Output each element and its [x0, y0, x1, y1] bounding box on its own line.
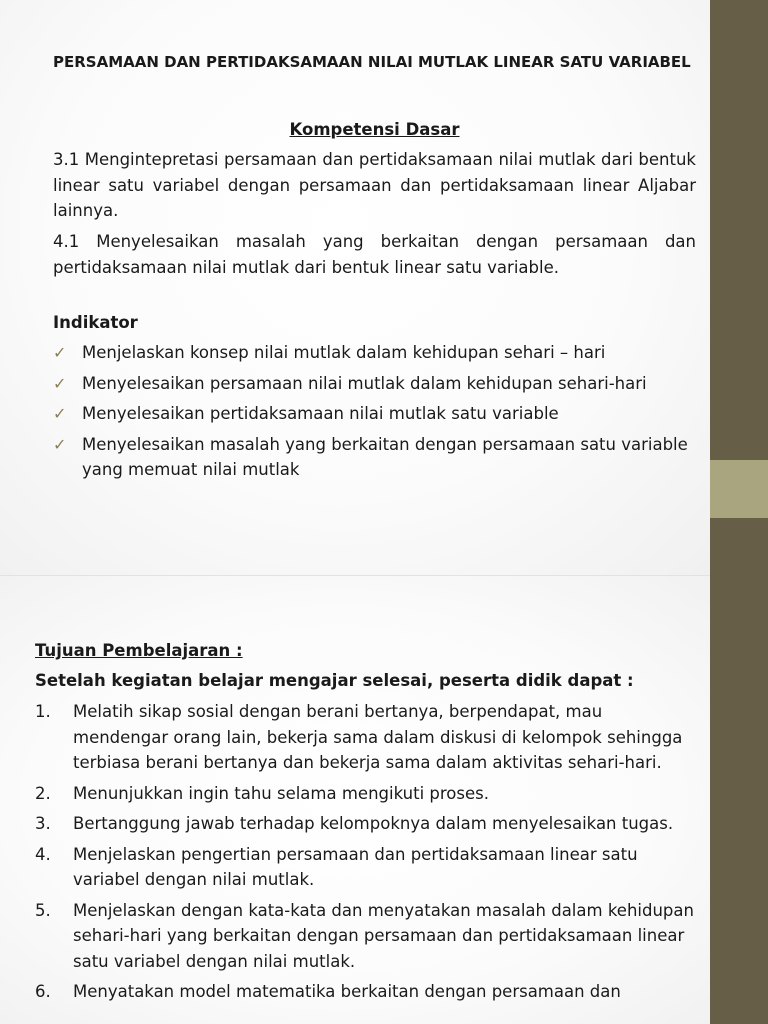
tujuan-pembelajaran-heading: Tujuan Pembelajaran : [35, 641, 243, 660]
objective-number: 4. [35, 844, 51, 864]
objective-item [35, 781, 700, 807]
kompetensi-dasar-heading: Kompetensi Dasar [289, 120, 460, 139]
objective-text: Menjelaskan dengan kata-kata dan menyatakan masalah dalam kehidupan sehari-hari yang berkaitan dengan persamaan dan pertidaksamaan linear satu variabel dengan nilai mutlak. [73, 900, 694, 971]
objective-text: Menunjukkan ingin tahu selama mengikuti proses. [73, 783, 489, 803]
objective-number: 3. [35, 814, 51, 833]
objective-number: 2. [35, 783, 51, 803]
objective-text: Melatih sikap sosial dengan berani bertanya, berpendapat, mau mendengar orang lain, bekerja sama dalam diskusi di kelompok sehingga terbiasa berani bertanya dan bekerja sama dalam aktivitas sehari-hari. [73, 702, 683, 772]
indikator-item [53, 401, 698, 427]
sidebar-accent-band [710, 460, 768, 518]
objective-number: 6. [35, 982, 51, 1001]
checkmark-icon: ✓ [53, 343, 67, 362]
checkmark-icon: ✓ [53, 373, 67, 393]
checkmark-icon: ✓ [53, 404, 67, 423]
indikator-text: Menyelesaikan pertidaksamaan nilai mutlak satu variable [82, 404, 559, 423]
objective-item [35, 699, 700, 776]
document-title: PERSAMAAN DAN PERTIDAKSAMAAN NILAI MUTLAK LINEAR SATU VARIABEL [53, 53, 691, 71]
objective-text: Menjelaskan pengertian persamaan dan pertidaksamaan linear satu variabel dengan nilai mutlak. [73, 844, 638, 889]
decorative-sidebar [710, 0, 768, 1024]
indikator-item [53, 371, 698, 397]
kompetensi-4-1: 4.1 Menyelesaikan masalah yang berkaitan dengan persamaan dan pertidaksamaan nilai mutlak dari bentuk linear satu variable. [53, 232, 696, 277]
objective-number: 5. [35, 900, 51, 920]
objectives-list [35, 699, 700, 1010]
objective-item [35, 898, 700, 975]
objective-text: Bertanggung jawab terhadap kelompoknya dalam menyelesaikan tugas. [73, 814, 674, 833]
objective-number: 1. [35, 702, 51, 721]
objective-item [35, 811, 700, 837]
indikator-text: Menyelesaikan masalah yang berkaitan dengan persamaan satu variable yang memuat nilai mutlak [82, 434, 688, 479]
objective-text: Menyatakan model matematika berkaitan dengan persamaan dan [73, 982, 621, 1001]
objective-item [35, 842, 700, 893]
checkmark-icon: ✓ [53, 434, 67, 454]
objective-item [35, 979, 700, 1005]
tujuan-lead-text: Setelah kegiatan belajar mengajar selesai, peserta didik dapat : [35, 671, 634, 690]
indikator-heading: Indikator [53, 313, 138, 332]
indikator-list [53, 340, 698, 488]
indikator-item [53, 432, 698, 483]
kompetensi-3-1: 3.1 Mengintepretasi persamaan dan pertidaksamaan nilai mutlak dari bentuk linear satu variabel dengan persamaan dan pertidaksamaan linear Aljabar lainnya. [53, 150, 696, 220]
indikator-text: Menyelesaikan persamaan nilai mutlak dalam kehidupan sehari-hari [82, 373, 647, 393]
indikator-item [53, 340, 698, 366]
indikator-text: Menjelaskan konsep nilai mutlak dalam kehidupan sehari – hari [82, 343, 606, 362]
